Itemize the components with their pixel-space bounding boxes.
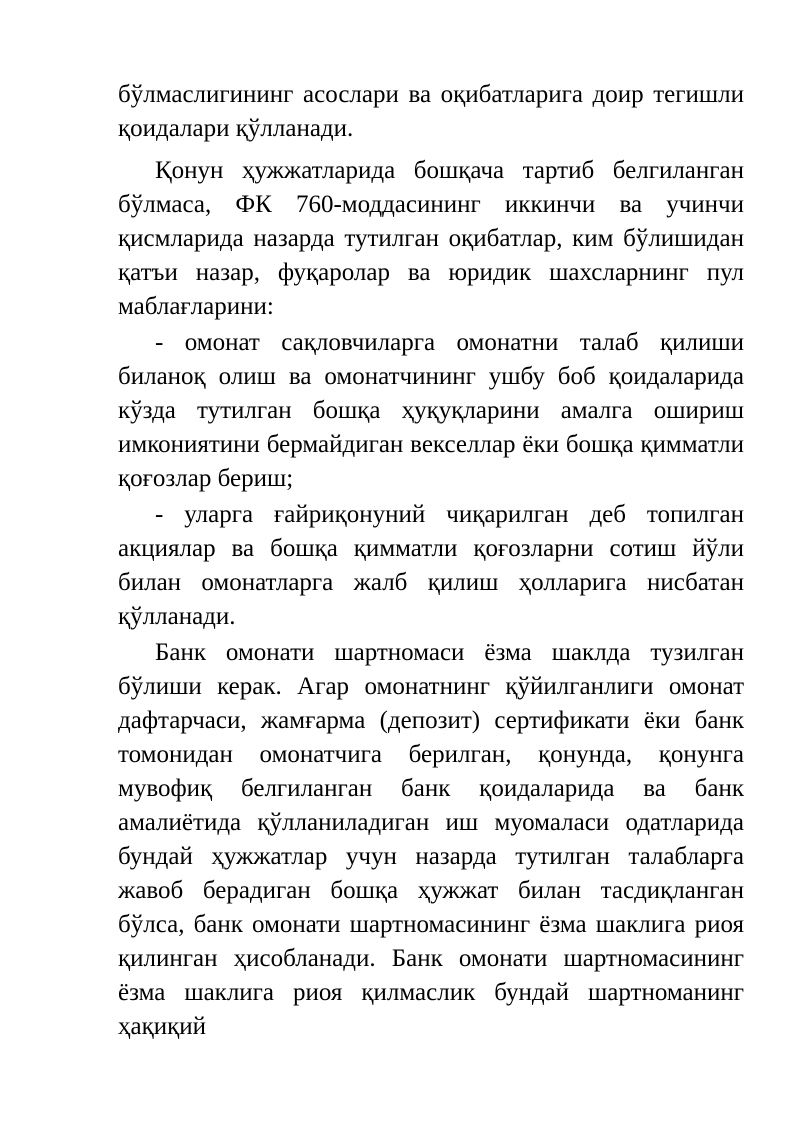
document-page xyxy=(118,78,744,1044)
paragraph-3: - омонат сақловчиларга омонатни талаб қилиши биланоқ олиш ва омонатчининг ушбу боб қоидаларида кўзда тутилган бошқа ҳуқуқларини амалга ошириш имкониятини бермайдиган векселлар ёки бошқа қимматли қоғозлар бериш; xyxy=(118,329,744,492)
paragraph-4: - уларга ғайриқонуний чиқарилган деб топилган акциялар ва бошқа қимматли қоғозларни сотиш йўли билан омонатларга жалб қилиш ҳолларига нисбатан қўлланади. xyxy=(118,501,744,630)
paragraph-2: Қонун ҳужжатларида бошқача тартиб белгиланган бўлмаса, ФК 760-моддасининг иккинчи ва учинчи қисмларида назарда тутилган оқибатлар, ким бўлишидан қатъи назар, фуқаролар ва юридик шахсларнинг пул маблағларини: xyxy=(118,157,744,320)
paragraph-5: Банк омонати шартномаси ёзма шаклда тузилган бўлиши керак. Агар омонатнинг қўйилганлиги омонат дафтарчаси, жамғарма (депозит) сертификати ёки банк томонидан омонатчига берилган, қонунда, қонунга мувофиқ белгиланган банк қоидаларида ва банк амалиётида қўлланиладиган иш муомаласи одатларида бундай ҳужжатлар учун назарда тутилган талабларга жавоб берадиган бошқа ҳужжат билан тасдиқланган бўлса, банк омонати шартномасининг ёзма шаклига риоя қилинган ҳисобланади. Банк омонати шартномасининг ёзма шаклига риоя қилмаслик бундай шартноманинг ҳақиқий xyxy=(118,639,744,1040)
paragraph-1: бўлмаслигининг асослари ва оқибатларига доир тегишли қоидалари қўлланади. xyxy=(118,81,744,142)
